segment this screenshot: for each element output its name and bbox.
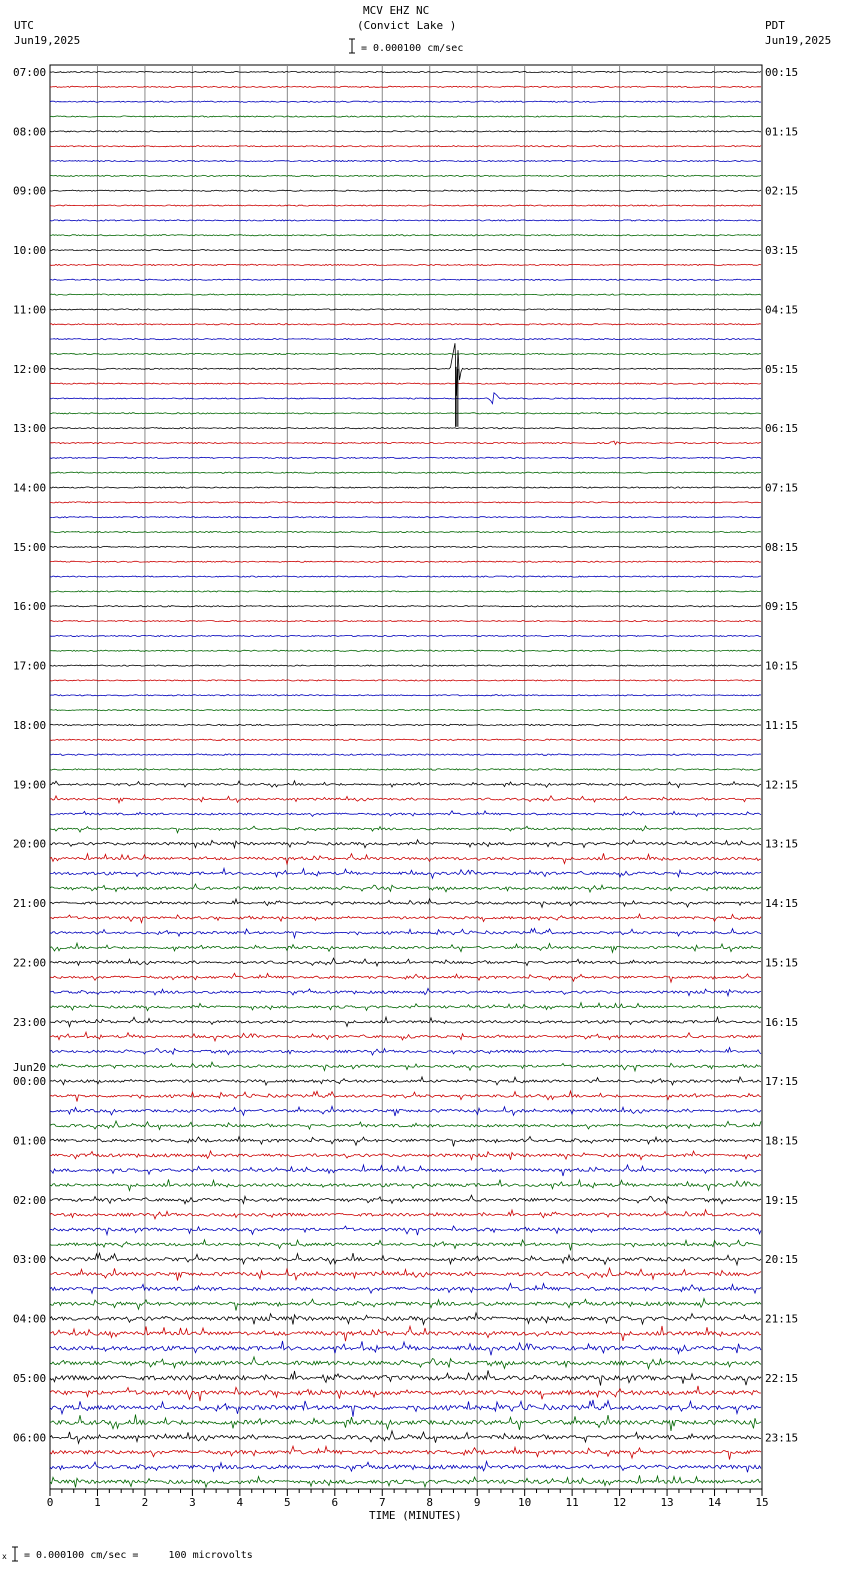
trace-line: [50, 1165, 761, 1176]
trace-line: [50, 591, 761, 592]
pdt-date: Jun19,2025: [765, 34, 832, 47]
x-tick-label: 8: [426, 1496, 434, 1509]
trace-line: [50, 988, 761, 995]
pdt-hour-label: 07:15: [765, 481, 799, 495]
utc-hour-label: 12:00: [13, 362, 47, 376]
trace-line: [50, 1268, 761, 1281]
date-change-label: Jun20: [13, 1061, 47, 1075]
trace-line: [50, 1048, 761, 1056]
pdt-hour-label: 15:15: [765, 956, 799, 970]
trace-line: [50, 324, 761, 325]
pdt-label: PDT: [765, 19, 785, 32]
utc-hour-label: 09:00: [13, 184, 47, 198]
pdt-hour-label: 01:15: [765, 125, 799, 139]
trace-line: [50, 929, 761, 938]
scale-text: = 0.000100 cm/sec: [361, 43, 464, 54]
pdt-hour-label: 13:15: [765, 837, 799, 851]
trace-line: [50, 1283, 761, 1293]
trace-line: [50, 1415, 761, 1431]
trace-line: [50, 811, 761, 817]
station-title: MCV EHZ NC: [363, 4, 430, 17]
trace-line: [50, 561, 761, 562]
trace-line: [50, 665, 761, 666]
trace-line: [50, 235, 761, 236]
pdt-hour-label: 02:15: [765, 184, 799, 198]
pdt-hour-label: 04:15: [765, 303, 799, 317]
pdt-hour-label: 05:15: [765, 362, 799, 376]
trace-line: [50, 1386, 761, 1401]
trace-line: [50, 1137, 761, 1147]
trace-line: [50, 472, 761, 473]
x-tick-label: 12: [612, 1496, 627, 1509]
x-tick-label: 11: [565, 1496, 579, 1509]
trace-line: [50, 1226, 761, 1235]
trace-line: [50, 1151, 761, 1160]
trace-line: [50, 393, 761, 404]
trace-line: [50, 175, 761, 176]
trace-line: [50, 546, 761, 547]
trace-line: [50, 250, 761, 251]
trace-line: [50, 1326, 761, 1341]
trace-line: [50, 781, 761, 788]
trace-line: [50, 190, 761, 191]
trace-line: [50, 116, 761, 117]
trace-line: [50, 441, 761, 444]
trace-line: [50, 1062, 761, 1071]
utc-hour-label: 20:00: [13, 837, 47, 851]
trace-line: [50, 1357, 761, 1369]
utc-hour-label: 17:00: [13, 659, 47, 673]
utc-hour-label: 22:00: [13, 956, 47, 970]
trace-line: [50, 1313, 761, 1325]
trace-line: [50, 487, 761, 488]
trace-line: [50, 531, 761, 532]
trace-line: [50, 279, 761, 280]
utc-hour-label: 00:00: [13, 1075, 47, 1089]
trace-line: [50, 1475, 761, 1487]
trace-line: [50, 146, 761, 147]
trace-line: [50, 724, 761, 726]
trace-line: [50, 606, 761, 607]
trace-line: [50, 958, 761, 966]
pdt-hour-label: 12:15: [765, 778, 799, 792]
utc-hour-label: 11:00: [13, 303, 47, 317]
trace-line: [50, 576, 761, 577]
pdt-hour-label: 14:15: [765, 897, 799, 911]
trace-line: [50, 205, 761, 206]
trace-line: [50, 1299, 761, 1311]
trace-line: [50, 309, 761, 310]
utc-hour-label: 14:00: [13, 481, 47, 495]
footer-scale-text: = 0.000100 cm/sec = 100 microvolts: [24, 1550, 253, 1561]
trace-line: [50, 353, 761, 354]
trace-line: [50, 502, 761, 503]
utc-hour-label: 01:00: [13, 1134, 47, 1148]
trace-line: [50, 1195, 761, 1204]
trace-line: [50, 1431, 761, 1444]
trace-line: [50, 1400, 761, 1417]
trace-line: [50, 650, 761, 651]
trace-line: [50, 383, 761, 384]
trace-line: [50, 160, 761, 161]
trace-line: [50, 86, 761, 87]
trace-line: [50, 695, 761, 696]
trace-line: [50, 1121, 761, 1130]
trace-line: [50, 914, 761, 923]
trace-line: [50, 131, 761, 132]
pdt-hour-label: 03:15: [765, 244, 799, 258]
x-tick-label: 13: [660, 1496, 674, 1509]
trace-line: [50, 826, 761, 833]
trace-line: [50, 1240, 761, 1251]
utc-hour-label: 15:00: [13, 540, 47, 554]
pdt-hour-label: 06:15: [765, 422, 799, 436]
trace-line: [50, 1446, 761, 1459]
x-tick-label: 2: [141, 1496, 149, 1509]
pdt-hour-label: 19:15: [765, 1193, 799, 1207]
utc-hour-label: 13:00: [13, 422, 47, 436]
trace-line: [50, 294, 761, 295]
x-tick-label: 6: [331, 1496, 339, 1509]
utc-hour-label: 23:00: [13, 1015, 47, 1029]
utc-hour-label: 16:00: [13, 600, 47, 614]
trace-line: [50, 1106, 761, 1116]
station-location: (Convict Lake ): [357, 19, 457, 32]
trace-line: [50, 739, 761, 740]
x-tick-label: 1: [94, 1496, 101, 1509]
utc-hour-label: 19:00: [13, 778, 47, 792]
x-tick-label: 14: [707, 1496, 722, 1509]
trace-line: [50, 868, 761, 878]
plot-frame: [50, 65, 762, 1489]
utc-hour-label: 03:00: [13, 1253, 47, 1267]
pdt-hour-label: 08:15: [765, 540, 799, 554]
trace-line: [50, 796, 761, 803]
trace-line: [50, 769, 761, 770]
utc-label: UTC: [14, 19, 34, 32]
trace-line: [50, 1091, 761, 1101]
trace-line: [50, 1032, 761, 1041]
trace-line: [50, 710, 761, 711]
trace-line: [50, 1210, 761, 1219]
trace-line: [50, 1461, 761, 1472]
utc-hour-label: 07:00: [13, 66, 47, 79]
trace-line: [50, 840, 761, 848]
footer-scale-icon: [2, 1545, 20, 1563]
trace-line: [50, 1253, 761, 1265]
trace-line: [50, 853, 761, 864]
trace-line: [50, 754, 761, 756]
pdt-hour-label: 23:15: [765, 1431, 799, 1445]
trace-line: [50, 884, 761, 892]
trace-line: [50, 1017, 761, 1027]
trace-line: [50, 220, 761, 221]
trace-line: [50, 680, 761, 681]
x-tick-label: 7: [378, 1496, 386, 1509]
trace-line: [50, 1077, 761, 1085]
x-axis-title: TIME (MINUTES): [369, 1509, 462, 1522]
utc-hour-label: 05:00: [13, 1371, 47, 1385]
pdt-hour-label: 22:15: [765, 1371, 799, 1385]
x-tick-label: 0: [46, 1496, 54, 1509]
pdt-hour-label: 17:15: [765, 1075, 799, 1089]
x-tick-label: 9: [473, 1496, 481, 1509]
trace-line: [50, 621, 761, 622]
utc-hour-label: 10:00: [13, 244, 47, 258]
pdt-hour-label: 09:15: [765, 600, 799, 614]
x-tick-label: 10: [518, 1496, 532, 1509]
trace-line: [50, 1341, 761, 1355]
x-tick-label: 4: [236, 1496, 244, 1509]
trace-line: [50, 413, 761, 414]
trace-line: [50, 899, 761, 907]
utc-hour-label: 18:00: [13, 718, 47, 732]
trace-line: [50, 457, 761, 458]
trace-line: [50, 101, 761, 102]
utc-hour-label: 04:00: [13, 1312, 47, 1326]
trace-line: [50, 973, 761, 982]
trace-line: [50, 635, 761, 636]
utc-hour-label: 21:00: [13, 897, 47, 911]
trace-line: [50, 71, 761, 72]
trace-line: [50, 517, 761, 518]
utc-hour-label: 06:00: [13, 1431, 47, 1445]
x-tick-label: 15: [755, 1496, 769, 1509]
utc-date: Jun19,2025: [14, 34, 81, 47]
trace-line: [50, 943, 761, 952]
pdt-hour-label: 11:15: [765, 718, 799, 732]
trace-line: [50, 428, 761, 429]
trace-line: [50, 1003, 761, 1011]
x-tick-label: 3: [189, 1496, 196, 1509]
svg-text:x: x: [2, 1552, 7, 1561]
trace-line: [50, 264, 761, 265]
trace-line: [50, 1370, 761, 1385]
utc-hour-label: 08:00: [13, 125, 47, 139]
trace-line: [50, 339, 761, 340]
pdt-hour-label: 18:15: [765, 1134, 799, 1148]
pdt-hour-label: 20:15: [765, 1253, 799, 1267]
pdt-hour-label: 00:15: [765, 66, 799, 79]
utc-hour-label: 02:00: [13, 1193, 47, 1207]
pdt-hour-label: 16:15: [765, 1015, 799, 1029]
pdt-hour-label: 21:15: [765, 1312, 799, 1326]
trace-line: [50, 343, 761, 396]
x-tick-label: 5: [284, 1496, 291, 1509]
trace-line: [50, 1179, 761, 1190]
pdt-hour-label: 10:15: [765, 659, 799, 673]
